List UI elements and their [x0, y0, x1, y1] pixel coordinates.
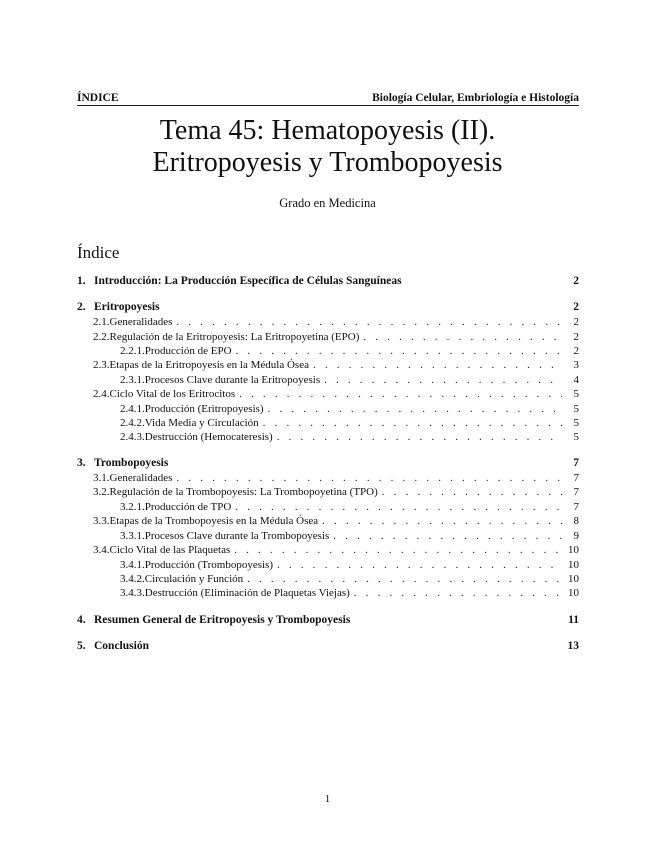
- toc-entry-leader-dots: [247, 573, 562, 585]
- toc-entry-leader-dots: [235, 501, 562, 513]
- toc-entry-title: Etapas de la Eritropoyesis en la Médula Ósea: [109, 359, 309, 371]
- toc-entry-leader-dots: [176, 316, 562, 328]
- toc-entry-title: Vida Media y Circulación: [144, 417, 259, 429]
- toc-entry[interactable]: [77, 573, 579, 587]
- toc-entry[interactable]: [77, 345, 579, 359]
- toc-entry-page: 8: [573, 515, 579, 527]
- toc-entry-title: Procesos Clave durante la Eritropoyesis: [144, 374, 321, 386]
- toc-entry-page: 2: [573, 331, 579, 343]
- toc-entry[interactable]: [77, 331, 579, 345]
- toc-entry-page: 7: [573, 486, 579, 498]
- toc-entry-page: 2: [573, 316, 579, 328]
- toc-entry-page: 5: [573, 431, 579, 443]
- toc-entry[interactable]: [77, 316, 579, 330]
- toc-entry-leader-dots: [234, 544, 562, 556]
- toc-entry-number: 2.4.2.: [120, 417, 145, 429]
- toc-entry-leader-dots: [236, 345, 562, 357]
- toc-entry-leader-dots: [263, 417, 562, 429]
- toc-entry-number: 2.4.1.: [120, 403, 145, 415]
- toc-entry[interactable]: [77, 388, 579, 402]
- toc-entry-title: Eritropoyesis: [94, 301, 160, 313]
- toc-entry[interactable]: [77, 544, 579, 558]
- toc-entry-leader-dots: [313, 359, 562, 371]
- toc-entry-page: 2: [573, 345, 579, 357]
- toc-entry[interactable]: [77, 501, 579, 515]
- toc-entry-page: 13: [567, 640, 579, 652]
- toc-entry-number: 3.4.: [93, 544, 110, 556]
- toc-entry-leader-dots: [324, 374, 562, 386]
- toc-entry-leader-dots: [176, 472, 562, 484]
- toc-entry-leader-dots: [382, 486, 562, 498]
- toc-entry-number: 2.: [77, 301, 86, 313]
- toc-entry-leader-dots: [363, 331, 562, 343]
- toc-entry[interactable]: [77, 301, 579, 315]
- toc-entry-number: 3.4.2.: [120, 573, 145, 585]
- toc-entry-page: 5: [573, 403, 579, 415]
- toc-entry-leader-dots: [268, 403, 562, 415]
- toc-entry-page: 7: [573, 457, 579, 469]
- page-number: 1: [324, 793, 331, 805]
- toc-entry-number: 3.4.3.: [120, 587, 145, 599]
- toc-entry[interactable]: [77, 472, 579, 486]
- toc-entry-number: 2.2.1.: [120, 345, 145, 357]
- toc-entry[interactable]: [77, 559, 579, 573]
- toc-entry-number: 3.3.: [93, 515, 110, 527]
- toc-entry-leader-dots: [333, 530, 562, 542]
- toc-entry-page: 10: [568, 587, 579, 599]
- toc-entry-page: 11: [568, 614, 579, 626]
- toc-entry[interactable]: [77, 457, 579, 471]
- toc-entry-title: Producción de TPO: [144, 501, 232, 513]
- toc-entry-title: Destrucción (Eliminación de Plaquetas Viejas): [144, 587, 350, 599]
- toc-entry-leader-dots: [277, 559, 562, 571]
- toc-entry-page: 3: [573, 359, 579, 371]
- toc-entry-page: 9: [573, 530, 579, 542]
- toc-entry-title: Producción de EPO: [144, 345, 232, 357]
- toc-entry-page: 7: [573, 501, 579, 513]
- toc-entry-leader-dots: [277, 431, 562, 443]
- toc-entry-title: Ciclo Vital de los Eritrocitos: [109, 388, 236, 400]
- toc-entry-title: Destrucción (Hemocateresis): [144, 431, 273, 443]
- toc-entry-number: 3.3.1.: [120, 530, 145, 542]
- toc-entry-page: 2: [573, 301, 579, 313]
- toc-entry-number: 3.4.1.: [120, 559, 145, 571]
- toc-entry-page: 7: [573, 472, 579, 484]
- toc-entry-page: 10: [568, 559, 579, 571]
- toc-entry-number: 2.2.: [93, 331, 110, 343]
- toc-entry[interactable]: [77, 640, 579, 654]
- toc-entry-title: Conclusión: [94, 640, 149, 652]
- toc-entry-number: 5.: [77, 640, 86, 652]
- toc-entry-title: Regulación de la Trombopoyesis: La Trombopoyetina (TPO): [109, 486, 378, 498]
- toc-entry-number: 2.3.1.: [120, 374, 145, 386]
- toc-entry[interactable]: [77, 614, 579, 628]
- toc-entry-number: 3.: [77, 457, 86, 469]
- toc-entry[interactable]: [77, 587, 579, 601]
- toc-entry-page: 10: [568, 544, 579, 556]
- toc-entry[interactable]: [77, 431, 579, 445]
- toc-entry-title: Etapas de la Trombopoyesis en la Médula Ósea: [109, 515, 319, 527]
- title-line-1: Tema 45: Hematopoyesis (II).: [159, 115, 496, 146]
- toc-entry-number: 2.4.: [93, 388, 110, 400]
- toc-entry-leader-dots: [354, 587, 562, 599]
- toc-entry-page: 2: [573, 275, 579, 287]
- toc-entry-number: 3.2.: [93, 486, 110, 498]
- toc-entry[interactable]: [77, 275, 579, 289]
- toc-entry-number: 1.: [77, 275, 86, 287]
- toc-entry[interactable]: [77, 374, 579, 388]
- title-line-2: Eritropoyesis y Trombopoyesis: [152, 147, 503, 178]
- toc-entry-title: Regulación de la Eritropoyesis: La Eritropoyetina (EPO): [109, 331, 360, 343]
- toc-entry-leader-dots: [239, 388, 562, 400]
- toc-entry[interactable]: [77, 530, 579, 544]
- toc-entry[interactable]: [77, 359, 579, 373]
- toc-entry[interactable]: [77, 417, 579, 431]
- toc-entry-number: 4.: [77, 614, 86, 626]
- header-course-title: Biología Celular, Embriología e Histología: [372, 92, 579, 104]
- toc-entry-page: 10: [568, 573, 579, 585]
- toc-entry-number: 2.4.3.: [120, 431, 145, 443]
- toc-entry-page: 4: [573, 374, 579, 386]
- toc-entry-title: Generalidades: [109, 316, 173, 328]
- toc-entry-title: Trombopoyesis: [94, 457, 169, 469]
- toc-entry-title: Generalidades: [109, 472, 173, 484]
- header-section-label: ÍNDICE: [77, 92, 119, 104]
- toc-heading: Índice: [77, 243, 120, 262]
- document-subtitle: Grado en Medicina: [279, 196, 376, 210]
- toc-entry-title: Ciclo Vital de las Plaquetas: [109, 544, 231, 556]
- toc-entry-number: 3.2.1.: [120, 501, 145, 513]
- toc-entry-number: 2.1.: [93, 316, 110, 328]
- toc-entry-title: Circulación y Función: [144, 573, 244, 585]
- toc-entry[interactable]: [77, 403, 579, 417]
- toc-entry-title: Producción (Trombopoyesis): [144, 559, 273, 571]
- toc-entry[interactable]: [77, 486, 579, 500]
- toc-entry-title: Resumen General de Eritropoyesis y Trombopoyesis: [94, 614, 351, 626]
- toc-entry-number: 3.1.: [93, 472, 110, 484]
- toc-entry-leader-dots: [322, 515, 562, 527]
- table-of-contents: [77, 0, 579, 848]
- toc-entry-title: Producción (Eritropoyesis): [144, 403, 264, 415]
- toc-entry-title: Introducción: La Producción Específica de Células Sanguíneas: [94, 275, 402, 287]
- toc-entry[interactable]: [77, 515, 579, 529]
- toc-entry-number: 2.3.: [93, 359, 110, 371]
- toc-entry-page: 5: [573, 417, 579, 429]
- toc-entry-title: Procesos Clave durante la Trombopoyesis: [144, 530, 330, 542]
- toc-entry-page: 5: [573, 388, 579, 400]
